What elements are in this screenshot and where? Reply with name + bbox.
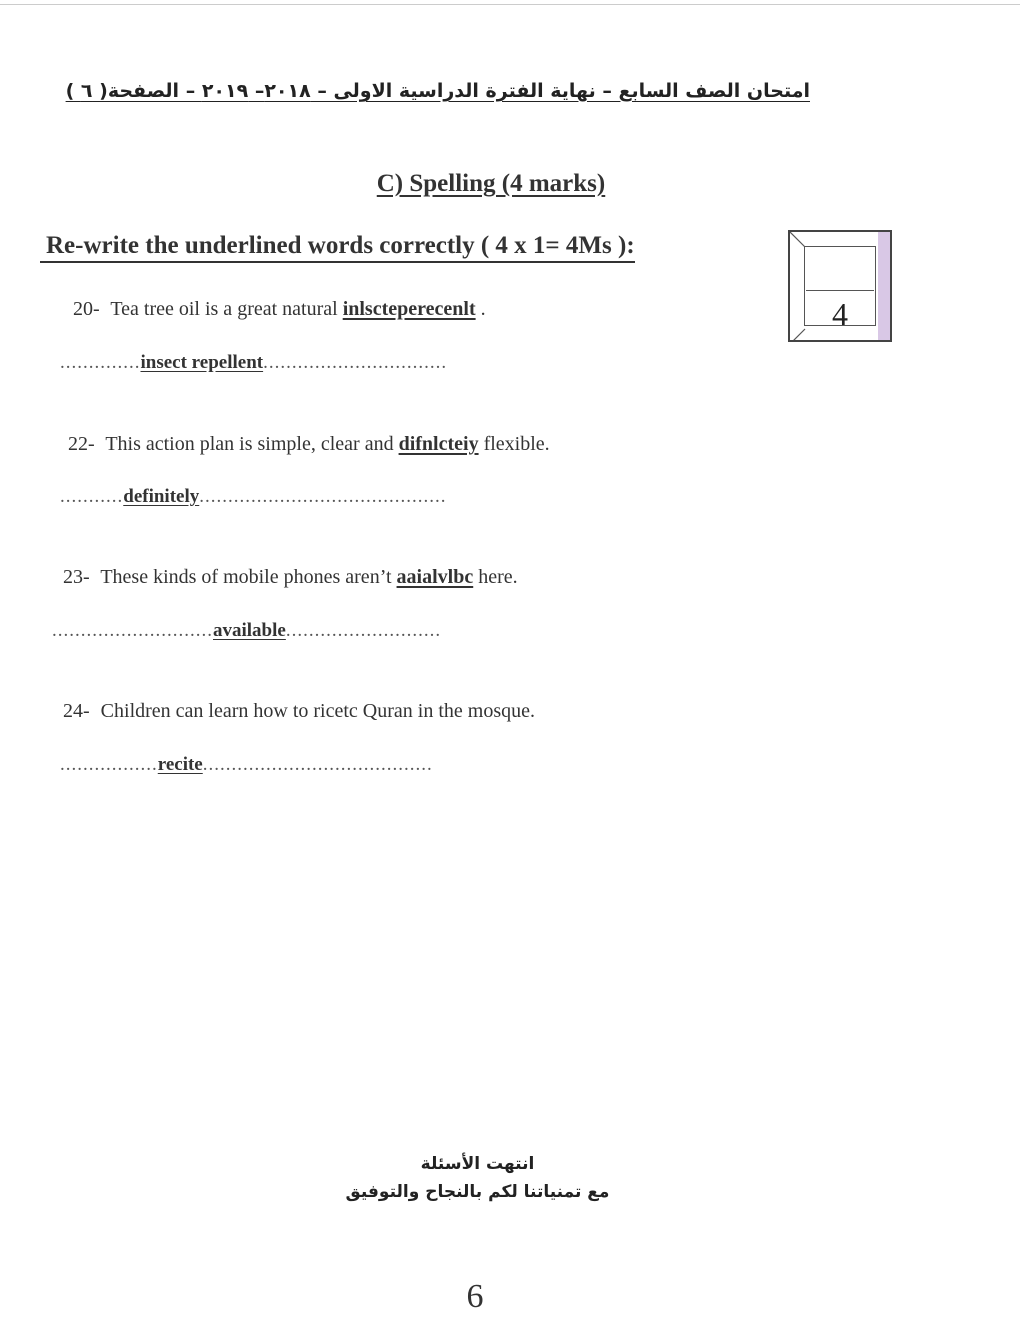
misspelled-word: aaialvlbc — [396, 566, 474, 588]
answer-word: available — [213, 620, 286, 641]
answer-dots-before: ........... — [60, 486, 124, 507]
question-20 — [73, 298, 486, 321]
instruction-heading: Re-write the underlined words correctly ( 4 x 1= 4Ms ): — [40, 232, 635, 263]
question-text-before: Children can learn how to ricetc Quran in the mosque. — [100, 700, 535, 722]
answer-dots-before: ............................ — [52, 620, 213, 641]
question-text-before: This action plan is simple, clear and — [105, 433, 394, 455]
answer-word: insect repellent — [140, 352, 264, 373]
footer-end-of-questions: انتهت الأسئلة — [420, 1154, 535, 1174]
answer-line-23 — [52, 620, 441, 642]
answer-dots-after: ........................................... — [199, 486, 447, 507]
answer-dots-after: ........................... — [285, 620, 442, 641]
answer-dots-before: ................. — [60, 754, 158, 775]
score-box — [788, 230, 892, 342]
question-number: 23- — [63, 566, 90, 588]
question-text-after: flexible. — [483, 433, 550, 455]
answer-word: recite — [157, 754, 203, 775]
footer-good-luck: مع تمنياتنا لكم بالنجاح والتوفيق — [345, 1182, 610, 1202]
misspelled-word: inlscteperecenlt — [342, 298, 476, 320]
question-text-before: These kinds of mobile phones aren’t — [100, 566, 392, 588]
answer-line-22 — [60, 486, 447, 508]
question-22 — [68, 433, 550, 456]
exam-header: امتحان الصف السابع – نهاية الفترة الدراسية الاولى – ٢٠١٨– ٢٠١٩ – الصفحة( ٦ ) — [65, 80, 810, 102]
misspelled-word: difnlcteiy — [398, 433, 479, 455]
page-top-edge — [0, 4, 1020, 5]
answer-dots-before: .............. — [60, 352, 141, 373]
answer-dots-after: ................................ — [263, 352, 448, 373]
question-text-before: Tea tree oil is a great natural — [110, 298, 338, 320]
question-text-after: here. — [478, 566, 518, 588]
question-24 — [63, 700, 535, 723]
question-23 — [63, 566, 518, 589]
question-text-after: . — [480, 298, 486, 320]
answer-dots-after: ........................................ — [202, 754, 433, 775]
question-number: 24- — [63, 700, 90, 722]
section-title: C) Spelling (4 marks) — [376, 170, 606, 197]
page-number: 6 — [466, 1278, 484, 1315]
score-box-divider — [806, 290, 874, 291]
answer-line-24 — [60, 754, 433, 776]
question-number: 20- — [73, 298, 100, 320]
answer-word: definitely — [123, 486, 200, 507]
answer-line-20 — [60, 352, 447, 374]
score-value: 4 — [832, 296, 848, 332]
question-number: 22- — [68, 433, 95, 455]
